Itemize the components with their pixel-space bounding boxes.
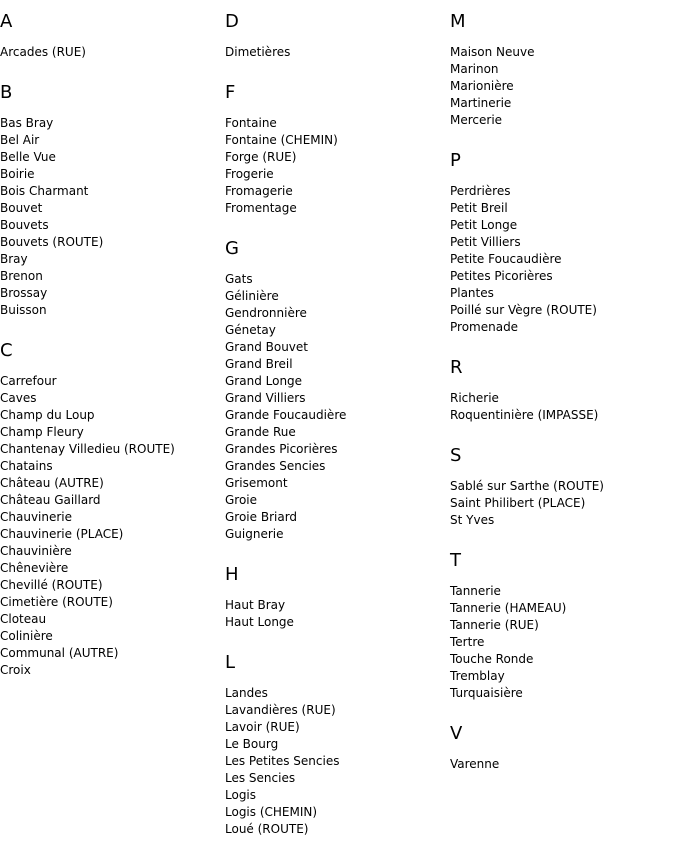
- street-link-chauvinerie[interactable]: Chauvinerie: [0, 510, 73, 524]
- section-letter-heading: F: [225, 82, 236, 103]
- street-link-forge-rue[interactable]: Forge (RUE): [225, 150, 297, 164]
- street-list-item: [225, 166, 445, 183]
- street-list-item: [225, 271, 445, 288]
- street-list: [0, 115, 220, 319]
- street-list-item: [0, 407, 220, 424]
- section-letter-heading: A: [0, 11, 13, 32]
- street-index-column-2: [225, 10, 445, 858]
- street-link-fromentage[interactable]: Fromentage: [225, 201, 297, 215]
- street-list-item: [225, 183, 445, 200]
- section-letter-heading: M: [450, 11, 466, 32]
- street-link-petite-foucaudiere[interactable]: Petite Foucaudière: [450, 252, 562, 266]
- street-link-champ-du-loup[interactable]: Champ du Loup: [0, 408, 95, 422]
- street-list-item: [450, 600, 670, 617]
- section-letter-heading: G: [225, 238, 239, 259]
- street-list-item: [225, 132, 445, 149]
- street-list-item: [450, 44, 670, 61]
- street-link-carrefour[interactable]: Carrefour: [0, 374, 57, 388]
- street-link-grande-foucaudiere[interactable]: Grande Foucaudière: [225, 408, 347, 422]
- street-link-lavoir-rue[interactable]: Lavoir (RUE): [225, 720, 300, 734]
- street-list-item: [225, 597, 445, 614]
- street-link-tremblay[interactable]: Tremblay: [450, 669, 505, 683]
- street-link-buisson[interactable]: Buisson: [0, 303, 47, 317]
- section-letter-heading: S: [450, 445, 462, 466]
- street-link-les-sencies[interactable]: Les Sencies: [225, 771, 296, 785]
- street-link-les-petites-sencies[interactable]: Les Petites Sencies: [225, 754, 340, 768]
- street-list: [225, 271, 445, 543]
- street-link-tannerie-rue[interactable]: Tannerie (RUE): [450, 618, 539, 632]
- street-list-item: [0, 526, 220, 543]
- street-index-column-3: [450, 10, 670, 793]
- street-link-grisemont[interactable]: Grisemont: [225, 476, 288, 490]
- street-index-column-1: [0, 10, 220, 699]
- street-link-logis[interactable]: Logis: [225, 788, 257, 802]
- street-link-croix[interactable]: Croix: [0, 663, 31, 677]
- street-link-loue-route[interactable]: Loué (ROUTE): [225, 822, 309, 836]
- street-list-item: [0, 115, 220, 132]
- street-link-guignerie[interactable]: Guignerie: [225, 527, 284, 541]
- letter-section-g: [225, 237, 445, 543]
- street-list-item: [450, 285, 670, 302]
- street-list: [0, 373, 220, 679]
- street-list-item: [225, 753, 445, 770]
- street-list: [0, 44, 220, 61]
- street-link-haut-longe[interactable]: Haut Longe: [225, 615, 294, 629]
- street-list-item: [225, 441, 445, 458]
- street-link-champ-fleury[interactable]: Champ Fleury: [0, 425, 84, 439]
- street-list-item: [0, 458, 220, 475]
- street-link-bouvets-route[interactable]: Bouvets (ROUTE): [0, 235, 104, 249]
- street-list-item: [225, 702, 445, 719]
- street-link-bas-bray[interactable]: Bas Bray: [0, 116, 54, 130]
- letter-section-a: [0, 10, 220, 61]
- street-list-item: [225, 770, 445, 787]
- street-list-item: [0, 132, 220, 149]
- street-link-petit-breil[interactable]: Petit Breil: [450, 201, 508, 215]
- section-letter-heading: R: [450, 357, 463, 378]
- street-list-item: [225, 305, 445, 322]
- street-list-item: [225, 200, 445, 217]
- street-link-cloteau[interactable]: Cloteau: [0, 612, 47, 626]
- street-link-brossay[interactable]: Brossay: [0, 286, 48, 300]
- street-list-item: [450, 268, 670, 285]
- street-list-item: [450, 495, 670, 512]
- section-letter-heading: V: [450, 723, 463, 744]
- street-list-item: [225, 407, 445, 424]
- street-link-chatains[interactable]: Chatains: [0, 459, 53, 473]
- street-link-gats[interactable]: Gats: [225, 272, 253, 286]
- street-list-item: [0, 234, 220, 251]
- street-link-cheneviere[interactable]: Chênevière: [0, 561, 69, 575]
- street-list-item: [450, 756, 670, 773]
- street-list-item: [0, 183, 220, 200]
- letter-section-f: [225, 81, 445, 217]
- section-letter-heading: C: [0, 340, 13, 361]
- street-list-item: [0, 577, 220, 594]
- letter-section-c: [0, 339, 220, 679]
- street-list-item: [225, 373, 445, 390]
- street-list-item: [450, 95, 670, 112]
- street-list-item: [225, 390, 445, 407]
- street-list: [450, 583, 670, 702]
- street-link-sable-sur-sarthe-route[interactable]: Sablé sur Sarthe (ROUTE): [450, 479, 604, 493]
- street-link-tannerie-hameau[interactable]: Tannerie (HAMEAU): [450, 601, 567, 615]
- street-list-item: [225, 424, 445, 441]
- street-link-saint-philibert-place[interactable]: Saint Philibert (PLACE): [450, 496, 586, 510]
- street-list-item: [450, 668, 670, 685]
- street-link-poille-sur-vegre-route[interactable]: Poillé sur Vègre (ROUTE): [450, 303, 597, 317]
- street-list-item: [450, 390, 670, 407]
- street-link-petit-longe[interactable]: Petit Longe: [450, 218, 518, 232]
- section-letter-heading: L: [225, 652, 236, 673]
- street-list-item: [450, 78, 670, 95]
- street-link-bel-air[interactable]: Bel Air: [0, 133, 40, 147]
- street-list: [450, 756, 670, 773]
- section-letter-heading: T: [450, 550, 461, 571]
- street-list: [225, 597, 445, 631]
- street-list-item: [450, 200, 670, 217]
- street-list-item: [225, 44, 445, 61]
- street-link-bray[interactable]: Bray: [0, 252, 28, 266]
- street-link-fontaine-chemin[interactable]: Fontaine (CHEMIN): [225, 133, 338, 147]
- letter-section-l: [225, 651, 445, 838]
- street-list-item: [225, 356, 445, 373]
- street-list-item: [225, 685, 445, 702]
- street-list-item: [0, 492, 220, 509]
- section-letter-heading: D: [225, 11, 239, 32]
- street-link-tannerie[interactable]: Tannerie: [450, 584, 501, 598]
- street-link-cheville-route[interactable]: Chevillé (ROUTE): [0, 578, 103, 592]
- street-link-chantenay-villedieu-route[interactable]: Chantenay Villedieu (ROUTE): [0, 442, 175, 456]
- street-link-fontaine[interactable]: Fontaine: [225, 116, 277, 130]
- street-list-item: [225, 149, 445, 166]
- street-link-brenon[interactable]: Brenon: [0, 269, 43, 283]
- street-link-plantes[interactable]: Plantes: [450, 286, 494, 300]
- street-list-item: [450, 407, 670, 424]
- street-link-turquaisiere[interactable]: Turquaisière: [450, 686, 523, 700]
- letter-section-h: [225, 563, 445, 631]
- street-list-item: [450, 319, 670, 336]
- street-link-landes[interactable]: Landes: [225, 686, 268, 700]
- street-link-lavandieres-rue[interactable]: Lavandières (RUE): [225, 703, 336, 717]
- street-link-roquentiniere-impasse[interactable]: Roquentinière (IMPASSE): [450, 408, 599, 422]
- street-link-le-bourg[interactable]: Le Bourg: [225, 737, 279, 751]
- street-list-item: [450, 61, 670, 78]
- street-list-item: [450, 478, 670, 495]
- letter-section-m: [450, 10, 670, 129]
- street-list-item: [0, 149, 220, 166]
- street-list-item: [225, 736, 445, 753]
- street-link-gendronniere[interactable]: Gendronnière: [225, 306, 307, 320]
- street-link-coliniere[interactable]: Colinière: [0, 629, 53, 643]
- street-list-item: [0, 200, 220, 217]
- street-list-item: [225, 509, 445, 526]
- street-list-item: [0, 302, 220, 319]
- street-list-item: [225, 526, 445, 543]
- letter-section-v: [450, 722, 670, 773]
- street-link-geliniere[interactable]: Gélinière: [225, 289, 279, 303]
- street-list-item: [0, 251, 220, 268]
- street-list-item: [450, 634, 670, 651]
- street-list-item: [450, 251, 670, 268]
- street-link-fromagerie[interactable]: Fromagerie: [225, 184, 293, 198]
- street-link-promenade[interactable]: Promenade: [450, 320, 519, 334]
- street-link-chauviniere[interactable]: Chauvinière: [0, 544, 72, 558]
- street-link-chateau-autre[interactable]: Château (AUTRE): [0, 476, 104, 490]
- street-link-varenne[interactable]: Varenne: [450, 757, 500, 771]
- street-link-grandes-picorieres[interactable]: Grandes Picorières: [225, 442, 338, 456]
- street-link-grande-rue[interactable]: Grande Rue: [225, 425, 296, 439]
- street-list-item: [225, 492, 445, 509]
- street-list-item: [225, 115, 445, 132]
- street-link-st-yves[interactable]: St Yves: [450, 513, 495, 527]
- street-list-item: [0, 543, 220, 560]
- street-link-communal-autre[interactable]: Communal (AUTRE): [0, 646, 119, 660]
- street-link-groie-briard[interactable]: Groie Briard: [225, 510, 298, 524]
- letter-section-p: [450, 149, 670, 336]
- letter-section-r: [450, 356, 670, 424]
- street-list-item: [450, 302, 670, 319]
- street-list-item: [0, 217, 220, 234]
- street-link-marioniere[interactable]: Marionière: [450, 79, 514, 93]
- street-list-item: [450, 217, 670, 234]
- street-link-arcades-rue[interactable]: Arcades (RUE): [0, 45, 86, 59]
- street-link-tertre[interactable]: Tertre: [450, 635, 485, 649]
- street-list-item: [0, 594, 220, 611]
- street-link-grand-breil[interactable]: Grand Breil: [225, 357, 293, 371]
- street-list-item: [225, 804, 445, 821]
- street-list-item: [450, 112, 670, 129]
- street-list-item: [0, 166, 220, 183]
- street-list: [225, 115, 445, 217]
- street-link-grand-longe[interactable]: Grand Longe: [225, 374, 303, 388]
- street-link-logis-chemin[interactable]: Logis (CHEMIN): [225, 805, 318, 819]
- street-link-grand-bouvet[interactable]: Grand Bouvet: [225, 340, 308, 354]
- letter-section-t: [450, 549, 670, 702]
- street-list-item: [225, 614, 445, 631]
- street-link-marinon[interactable]: Marinon: [450, 62, 499, 76]
- street-link-petites-picorieres[interactable]: Petites Picorières: [450, 269, 553, 283]
- street-list: [450, 183, 670, 336]
- street-list-item: [0, 645, 220, 662]
- street-list-item: [225, 458, 445, 475]
- section-letter-heading: P: [450, 150, 461, 171]
- street-link-genetay[interactable]: Génetay: [225, 323, 276, 337]
- section-letter-heading: H: [225, 564, 239, 585]
- street-link-groie[interactable]: Groie: [225, 493, 258, 507]
- street-list-item: [0, 509, 220, 526]
- street-link-petit-villiers[interactable]: Petit Villiers: [450, 235, 521, 249]
- street-link-cimetiere-route[interactable]: Cimetière (ROUTE): [0, 595, 113, 609]
- street-list: [450, 478, 670, 529]
- street-list-item: [0, 44, 220, 61]
- street-list-item: [225, 475, 445, 492]
- street-list-item: [0, 268, 220, 285]
- street-link-touche-ronde[interactable]: Touche Ronde: [450, 652, 534, 666]
- street-list-item: [0, 560, 220, 577]
- street-list-item: [0, 662, 220, 679]
- street-list-item: [0, 424, 220, 441]
- street-list-item: [225, 821, 445, 838]
- street-link-grand-villiers[interactable]: Grand Villiers: [225, 391, 306, 405]
- street-list-item: [225, 719, 445, 736]
- street-link-bouvet[interactable]: Bouvet: [0, 201, 43, 215]
- street-list: [450, 44, 670, 129]
- street-link-maison-neuve[interactable]: Maison Neuve: [450, 45, 535, 59]
- street-list-item: [450, 234, 670, 251]
- street-link-belle-vue[interactable]: Belle Vue: [0, 150, 56, 164]
- street-list-item: [0, 611, 220, 628]
- letter-section-s: [450, 444, 670, 529]
- street-list-item: [225, 322, 445, 339]
- street-list-item: [0, 441, 220, 458]
- street-list-item: [225, 339, 445, 356]
- street-list-item: [0, 285, 220, 302]
- letter-section-b: [0, 81, 220, 319]
- street-list-item: [225, 787, 445, 804]
- street-link-richerie[interactable]: Richerie: [450, 391, 499, 405]
- street-link-perdrieres[interactable]: Perdrières: [450, 184, 511, 198]
- street-link-boirie[interactable]: Boirie: [0, 167, 35, 181]
- street-list-item: [0, 628, 220, 645]
- street-link-grandes-sencies[interactable]: Grandes Sencies: [225, 459, 326, 473]
- street-list: [225, 44, 445, 61]
- street-list-item: [450, 617, 670, 634]
- street-link-mercerie[interactable]: Mercerie: [450, 113, 503, 127]
- street-list-item: [450, 651, 670, 668]
- street-list: [450, 390, 670, 424]
- street-list-item: [450, 583, 670, 600]
- street-list-item: [0, 373, 220, 390]
- street-list-item: [450, 183, 670, 200]
- street-link-frogerie[interactable]: Frogerie: [225, 167, 274, 181]
- street-link-chateau-gaillard[interactable]: Château Gaillard: [0, 493, 101, 507]
- street-link-caves[interactable]: Caves: [0, 391, 37, 405]
- section-letter-heading: B: [0, 82, 13, 103]
- street-list-item: [450, 512, 670, 529]
- street-link-martinerie[interactable]: Martinerie: [450, 96, 512, 110]
- street-list-item: [0, 390, 220, 407]
- street-list: [225, 685, 445, 838]
- letter-section-d: [225, 10, 445, 61]
- street-list-item: [450, 685, 670, 702]
- street-link-bouvets[interactable]: Bouvets: [0, 218, 49, 232]
- street-link-dimetieres[interactable]: Dimetières: [225, 45, 291, 59]
- street-link-bois-charmant[interactable]: Bois Charmant: [0, 184, 89, 198]
- street-list-item: [0, 475, 220, 492]
- street-link-chauvinerie-place[interactable]: Chauvinerie (PLACE): [0, 527, 124, 541]
- street-link-haut-bray[interactable]: Haut Bray: [225, 598, 286, 612]
- street-list-item: [225, 288, 445, 305]
